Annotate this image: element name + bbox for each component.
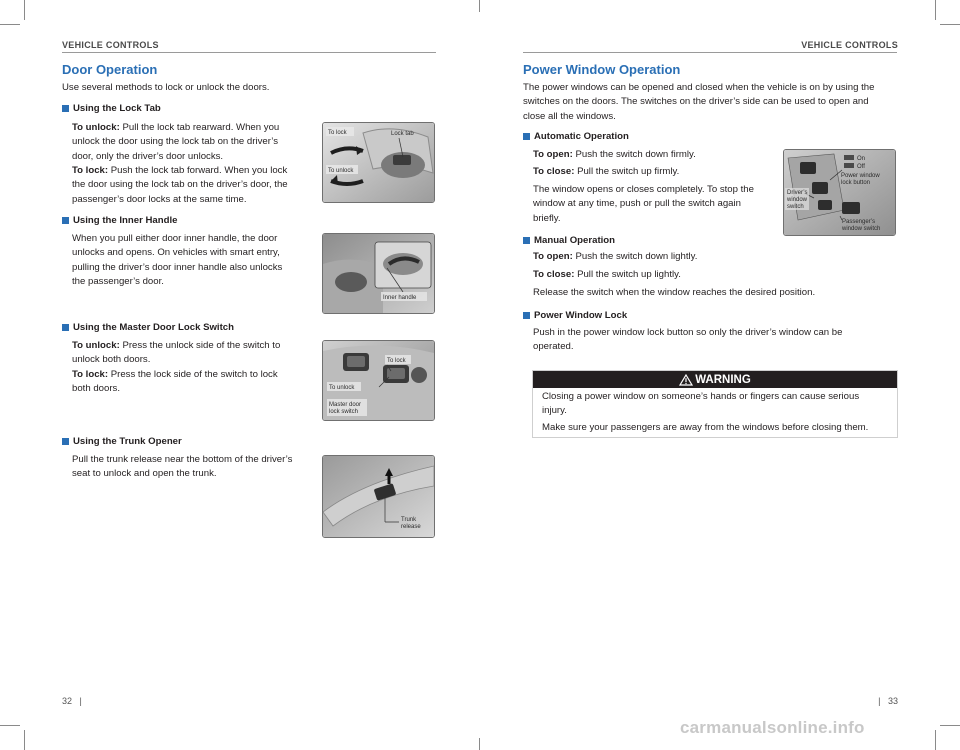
fig-label-lock-button-line1: Power window (841, 173, 880, 179)
fig-label-driver-line2: window (787, 197, 808, 203)
crop-mark (935, 730, 936, 750)
automatic-operation-heading: Automatic Operation (523, 131, 629, 142)
inner-handle-text: When you pull either door inner handle, the door unlocks and opens. On vehicles with smart entry, pulling the driver’s door inner handle also unlocks the passenger’s door. (72, 233, 283, 288)
warning-box (532, 370, 898, 438)
crop-mark (479, 0, 480, 12)
door-operation-title: Door Operation (62, 62, 158, 77)
fig-label-driver-line1: Driver’s (787, 190, 808, 196)
manual-close-text: To close: Pull the switch up lightly. (533, 269, 681, 280)
fig-label-master-switch-line2: lock switch (329, 409, 359, 415)
power-window-title: Power Window Operation (523, 62, 681, 77)
lock-tab-unlock-text: To unlock: Pull the lock tab rearward. When you unlock the door using the lock tab on the driver’s door, only the driver’s door unlocks. (72, 122, 280, 162)
fig-label-inner-handle: Inner handle (383, 295, 417, 301)
fig-label-lock-button-line2: lock button (841, 180, 871, 186)
heading-bullet-icon (523, 237, 530, 244)
automatic-description: The window opens or closes completely. To stop the window at any time, push or pull the switch again briefly. (533, 184, 754, 224)
warning-triangle-icon (679, 374, 693, 386)
inner-handle-figure (322, 233, 435, 314)
heading-bullet-icon (62, 438, 69, 445)
door-operation-intro: Use several methods to lock or unlock the doors. (62, 82, 270, 93)
left-page-number: 32 | (62, 696, 82, 706)
crop-mark (479, 738, 480, 750)
crop-mark (0, 24, 20, 25)
window-lock-text: Push in the power window lock button so only the driver’s window can be operated. (533, 327, 843, 353)
trunk-release-figure (322, 455, 435, 538)
right-page-number: | 33 (878, 696, 898, 706)
window-lock-heading: Power Window Lock (523, 310, 627, 321)
fig-label-to-unlock: To unlock (328, 168, 354, 174)
automatic-open-text: To open: Push the switch down firmly. (533, 149, 696, 160)
fig-label-trunk-line1: Trunk (401, 517, 417, 523)
manual-open-text: To open: Push the switch down lightly. (533, 251, 698, 262)
trunk-opener-heading: Using the Trunk Opener (62, 436, 182, 447)
watermark: carmanualsonline.info (680, 718, 865, 737)
warning-text-1: Closing a power window on someone’s hands or fingers can cause serious injury. (542, 391, 860, 417)
heading-bullet-icon (523, 312, 530, 319)
crop-mark (0, 725, 20, 726)
master-switch-figure (322, 340, 435, 421)
automatic-close-text: To close: Pull the switch up firmly. (533, 166, 680, 177)
heading-bullet-icon (62, 324, 69, 331)
fig-label-to-lock: To lock (328, 130, 347, 136)
master-switch-lock-text: To lock: Press the lock side of the switch to lock both doors. (72, 369, 278, 395)
warning-text-2: Make sure your passengers are away from the windows before closing them. (542, 422, 869, 433)
power-window-switch-figure (783, 149, 896, 236)
fig-label-to-lock: To lock (387, 358, 406, 364)
crop-mark (935, 0, 936, 20)
fig-label-passenger-line2: window switch (842, 226, 881, 232)
lock-tab-lock-text: To lock: Push the lock tab forward. When you lock the door using the lock tab on the driver’s door, the passenger’s door locks at the same time. (72, 165, 288, 205)
fig-label-driver-line3: switch (787, 204, 804, 210)
lock-tab-figure (322, 122, 435, 203)
power-window-intro: The power windows can be opened and closed when the vehicle is on by using the switches on the doors. The switches on the driver’s side can be used to open and close all the windows. (523, 82, 875, 122)
lock-tab-heading: Using the Lock Tab (62, 103, 161, 114)
left-header-rule (62, 52, 436, 53)
right-header-rule (523, 52, 897, 53)
right-running-header: VEHICLE CONTROLS (801, 40, 898, 50)
manual-operation-heading: Manual Operation (523, 235, 615, 246)
heading-bullet-icon (62, 105, 69, 112)
fig-label-to-unlock: To unlock (329, 385, 355, 391)
master-switch-heading: Using the Master Door Lock Switch (62, 322, 234, 333)
left-running-header: VEHICLE CONTROLS (62, 40, 159, 50)
crop-mark (940, 24, 960, 25)
fig-label-master-switch-line1: Master door (329, 402, 362, 408)
trunk-opener-text: Pull the trunk release near the bottom of the driver’s seat to unlock and open the trunk. (72, 454, 293, 480)
crop-mark (940, 725, 960, 726)
crop-mark (24, 730, 25, 750)
warning-header: WARNING (533, 371, 897, 388)
fig-label-on: On (857, 156, 866, 162)
master-switch-unlock-text: To unlock: Press the unlock side of the switch to unlock both doors. (72, 340, 281, 366)
fig-label-passenger-line1: Passenger’s (842, 219, 876, 225)
inner-handle-heading: Using the Inner Handle (62, 215, 177, 226)
crop-mark (24, 0, 25, 20)
heading-bullet-icon (523, 133, 530, 140)
manual-release-text: Release the switch when the window reaches the desired position. (533, 287, 816, 298)
fig-label-trunk-line2: release (401, 524, 421, 530)
fig-label-off: Off (857, 164, 865, 170)
heading-bullet-icon (62, 217, 69, 224)
fig-label-lock-tab: Lock tab (391, 131, 414, 137)
